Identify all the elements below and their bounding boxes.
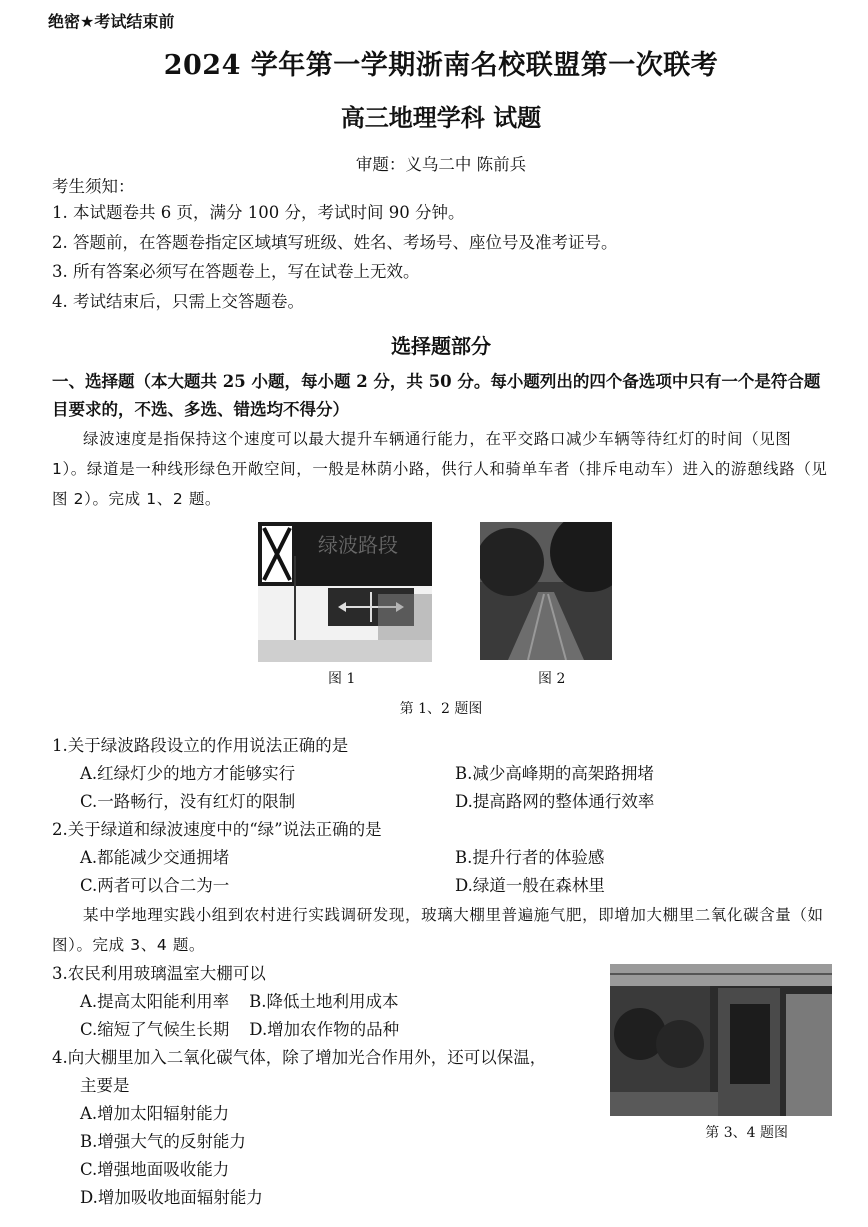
passage-greenhouse: 某中学地理实践小组到农村进行实践调研发现，玻璃大棚里普遍施气肥，即增加大棚里二氧化碳含量（如图）。完成 3、4 题。 (52, 906, 824, 954)
notes-item: 4. 考试结束后，只需上交答题卷。 (52, 291, 304, 311)
option-b: B.减少高峰期的高架路拥堵 (455, 764, 654, 783)
greenhouse-photo (610, 964, 832, 1116)
option-a: A.提高太阳能利用率 (80, 992, 230, 1011)
exam-subtitle: 高三地理学科 试题 (340, 103, 542, 132)
passage-green-wave: 绿波速度是指保持这个速度可以最大提升车辆通行能力，在平交路口减少车辆等待红灯的时间（见图 1）。绿道是一种线形绿色开敞空间，一般是林荫小路，供行人和骑单车者（排斥电动车）进入的游憩线路（见图 2）。完成 1、2 题。 (52, 430, 828, 508)
reviewer-line: 审题：义乌二中 陈前兵 (355, 155, 527, 174)
option-a: A.增加太阳辐射能力 (80, 1104, 230, 1123)
options-row (52, 1016, 592, 1044)
option-d: D.增加吸收地面辐射能力 (80, 1188, 263, 1207)
question-stem: 2.关于绿道和绿波速度中的“绿”说法正确的是 (52, 820, 382, 839)
notes-item: 3. 所有答案必须写在答题卷上，写在试卷上无效。 (52, 262, 420, 281)
questions-3-4 (52, 960, 830, 1212)
figure-1-green-wave-sign (258, 522, 432, 662)
section-title: 选择题部分 (391, 334, 491, 358)
options-row (52, 988, 592, 1016)
option-c: C.两者可以合二为一 (80, 876, 230, 895)
options-row (52, 844, 830, 872)
figure-2-greenway-photo (480, 522, 612, 660)
options-row (52, 760, 830, 788)
question-stem: 1.关于绿波路段设立的作用说法正确的是 (52, 736, 349, 755)
option-c: C.缩短了气候生长期 (80, 1020, 230, 1039)
fig1-sign-text: 绿波路段 (318, 533, 398, 557)
options-row (52, 872, 830, 900)
option-a: A.红绿灯少的地方才能够实行 (80, 764, 296, 783)
confidential-label: 绝密★考试结束前 (48, 12, 175, 31)
question-stem: 4.向大棚里加入二氧化碳气体，除了增加光合作用外，还可以保温， (52, 1048, 547, 1067)
notes-item: 2. 答题前，在答题卷指定区域填写班级、姓名、考场号、座位号及准考证号。 (52, 232, 618, 252)
option-d: D.增加农作物的品种 (249, 1020, 400, 1039)
option-b: B.提升行者的体验感 (455, 848, 605, 867)
part-header: 一、选择题（本大题共 25 小题，每小题 2 分，共 50 分。每小题列出的四个备选项中只有一个是符合题目要求的，不选、多选、错选均不得分） (52, 372, 821, 419)
figures-group-caption: 第 1、2 题图 (399, 701, 483, 717)
figure-2-caption: 图 2 (538, 671, 566, 687)
question-stem-cont: 主要是 (80, 1076, 130, 1095)
figure-1-caption: 图 1 (328, 671, 356, 687)
option-d: D.绿道一般在森林里 (455, 876, 605, 895)
notes-item: 1. 本试题卷共 6 页，满分 100 分，考试时间 90 分钟。 (52, 203, 465, 222)
greenhouse-caption: 第 3、4 题图 (705, 1125, 788, 1141)
option-b: B.降低土地利用成本 (249, 992, 399, 1011)
option-c: C.增强地面吸收能力 (80, 1160, 230, 1179)
option-a: A.都能减少交通拥堵 (80, 848, 230, 867)
options-row (52, 788, 830, 816)
option-d: D.提高路网的整体通行效率 (455, 792, 655, 811)
option-b: B.增强大气的反射能力 (80, 1132, 246, 1151)
exam-title: 2024 学年第一学期浙南名校联盟第一次联考 (163, 50, 719, 81)
notes-title: 考生须知： (52, 177, 135, 196)
figures-row (52, 520, 830, 698)
question-stem: 3.农民利用玻璃温室大棚可以 (52, 964, 266, 983)
option-c: C.一路畅行，没有红灯的限制 (80, 792, 296, 811)
